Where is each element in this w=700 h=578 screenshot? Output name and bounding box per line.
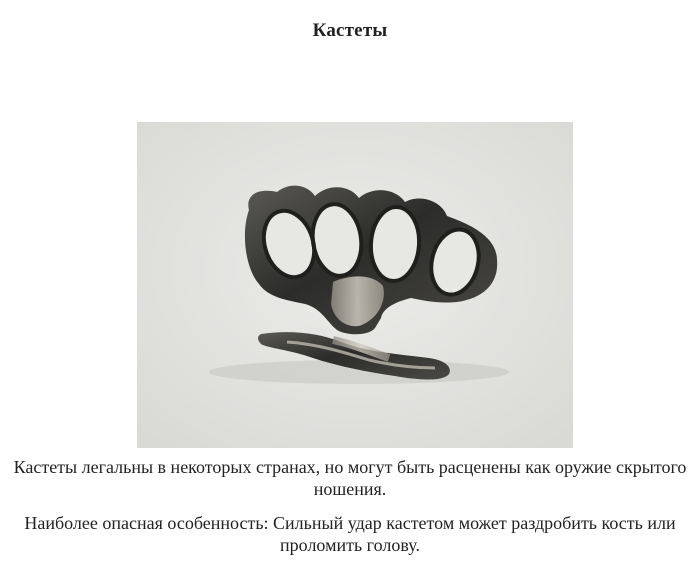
brass-knuckles-icon: [137, 122, 573, 448]
page-title: Кастеты: [312, 20, 388, 41]
brass-knuckles-photo: [137, 122, 573, 448]
caption-paragraph-2: Наиболее опасная особенность: Сильный удар кастетом может раздробить кость или проломить голову.: [24, 513, 676, 555]
caption-paragraph-1: Кастеты легальны в некоторых странах, но могут быть расценены как оружие скрытого ношения.: [13, 457, 687, 499]
